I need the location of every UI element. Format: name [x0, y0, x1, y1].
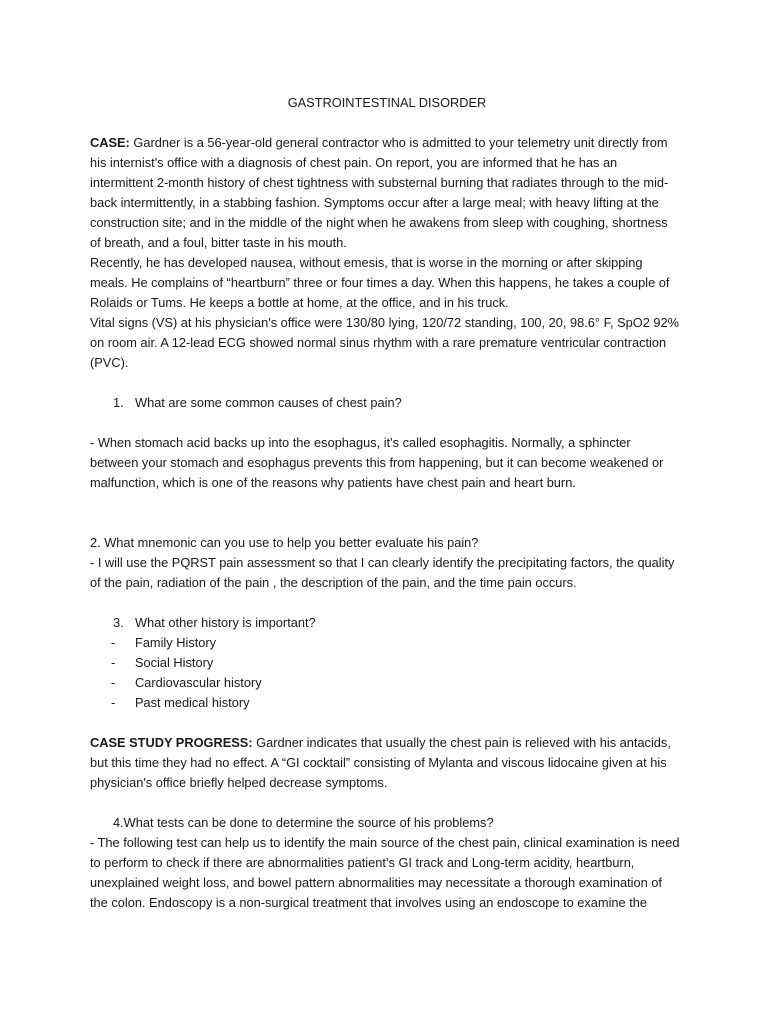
case-text: Gardner is a 56-year-old general contractor who is admitted to your telemetry unit directly from his internist's office with a diagnosis of chest pain. On report, you are informed that he has an intermittent 2-month history of chest tightness with substernal burning that radiates through to the mid-back intermittently, in a stabbing fashion. Symptoms occur after a large meal; with heavy lifting at the construction site; and in the middle of the night when he awakens from sleep with coughing, shortness of breath, and a foul, bitter taste in his mouth. [90, 135, 669, 250]
list-item: - Family History [111, 635, 217, 650]
answer-4: - The following test can help us to identify the main source of the chest pain, clinical examination is need to perform to check if there are abnormalities patient’s GI track and Long-term acidity, heartburn, unexplained weight loss, and bowel pattern abnormalities may necessitate a thorough examination of the colon. Endoscopy is a non-surgical treatment that involves using an endoscope to examine the [90, 835, 680, 910]
case-recent-paragraph: Recently, he has developed nausea, without emesis, that is worse in the morning or after skipping meals. He complains of “heartburn” three or four times a day. When this happens, he takes a couple of Rolaids or Tums. He keeps a bottle at home, at the office, and in his truck. [90, 255, 670, 310]
question-2: 2. What mnemonic can you use to help you better evaluate his pain? [90, 535, 479, 550]
question-4: 4.What tests can be done to determine the source of his problems? [113, 815, 494, 830]
list-item: - Social History [111, 655, 214, 670]
question-3-number: 3. [113, 615, 124, 630]
case-study-progress-paragraph [90, 733, 680, 793]
question-3-text: What other history is important? [135, 615, 316, 630]
question-1-text: What are some common causes of chest pain? [135, 395, 402, 410]
answer-2: - I will use the PQRST pain assessment so that I can clearly identify the precipitating factors, the quality of the pain, radiation of the pain , the description of the pain, and the time pain occurs. [90, 555, 675, 590]
question-3 [90, 613, 680, 633]
case-vitals-paragraph: Vital signs (VS) at his physician's office were 130/80 lying, 120/72 standing, 100, 20, 98.6° F, SpO2 92% on room air. A 12-lead ECG showed normal sinus rhythm with a rare premature ventricular contraction (PVC). [90, 315, 679, 370]
list-item: - Cardiovascular history [111, 675, 262, 690]
list-item: - Past medical history [111, 695, 250, 710]
document-title: GASTROINTESTINAL DISORDER [287, 95, 487, 110]
answer-1: - When stomach acid backs up into the esophagus, it's called esophagitis. Normally, a sphincter between your stomach and esophagus prevents this from happening, but it can become weakened or malfunction, which is one of the reasons why patients have chest pain and heart burn. [90, 435, 664, 490]
case-study-progress-label: CASE STUDY PROGRESS: [90, 735, 253, 750]
case-study-progress-text: Gardner indicates that usually the chest pain is relieved with his antacids, but this time they had no effect. A “GI cocktail” consisting of Mylanta and viscous lidocaine given at his physician's office briefly helped decrease symptoms. [90, 735, 671, 790]
document-body [90, 93, 680, 913]
case-paragraph [90, 133, 680, 253]
question-1-number: 1. [113, 395, 124, 410]
question-1 [90, 393, 680, 413]
case-label: CASE: [90, 135, 130, 150]
